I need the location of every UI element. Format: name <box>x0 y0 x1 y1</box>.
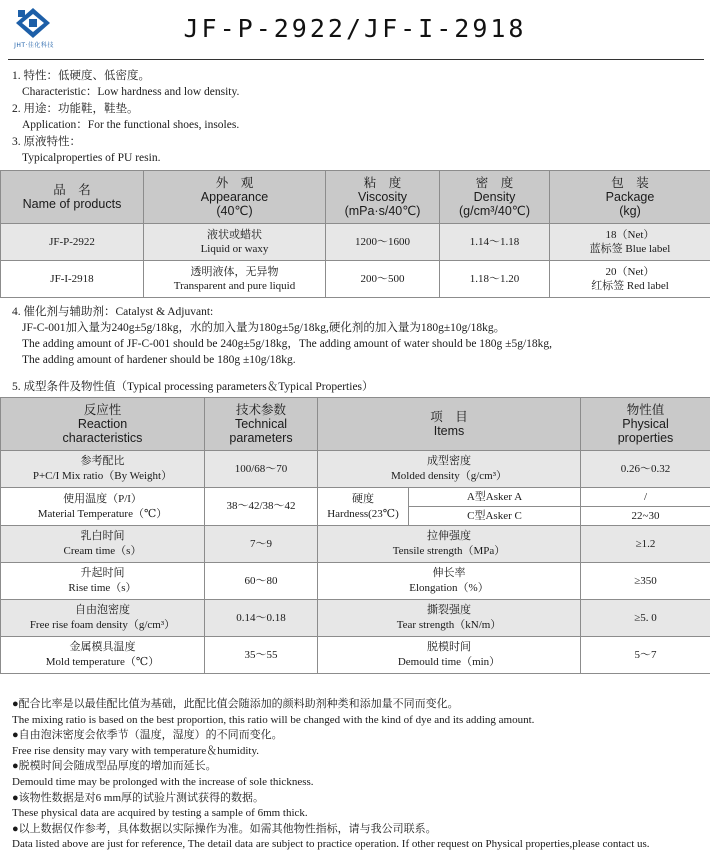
note-line: ●该物性数据是对6 mm厚的试验片测试获得的数据。 <box>12 791 265 804</box>
note-line: ●配合比率是以最佳配比值为基础，此配比值会随添加的颜料助剂种类和添加量不同而变化。 <box>12 698 459 710</box>
note-line: ●以上数据仅作参考，具体数据以实际操作为准。如需其他物性指标，请与我公司联系。 <box>12 822 437 835</box>
table-row <box>1 224 710 261</box>
col-header-appearance: 外 观 Appearance (40℃) <box>144 171 326 224</box>
table-row <box>1 637 710 674</box>
col-header-technical: 技术参数 Technical parameters <box>205 398 318 451</box>
physical-value: ≥350 <box>581 563 710 600</box>
item-cell: 脱模时间 Demould time（min） <box>318 637 581 674</box>
package-value: 18（Net） 蓝标签 Blue label <box>550 224 710 261</box>
appearance-value: 液状或蜡状 Liquid or waxy <box>144 224 326 261</box>
processing-properties-table <box>0 397 710 674</box>
table-row <box>1 526 710 563</box>
package-value: 20（Net） 红标签 Red label <box>550 261 710 298</box>
col-header-reaction: 反应性 Reaction characteristics <box>1 398 205 451</box>
notes <box>12 697 710 853</box>
application-en: Application：For the functional shoes, insoles. <box>22 119 240 131</box>
note-line: Demould time may be prolonged with the increase of sole thickness. <box>12 775 314 788</box>
table-header-row <box>1 398 710 451</box>
resin-properties-cn: 3. 原液特性： <box>12 136 81 148</box>
reaction-cell: 使用温度（P/I） Material Temperature（℃） <box>1 488 205 526</box>
header <box>0 0 710 62</box>
table-row <box>1 451 710 488</box>
application-cn: 2. 用途：功能鞋，鞋垫。 <box>12 103 139 115</box>
resin-properties-en: Typicalproperties of PU resin. <box>22 152 161 164</box>
reaction-cell: 参考配比 P+C/I Mix ratio（By Weight） <box>1 451 205 488</box>
col-header-name: 品 名 Name of products <box>1 171 144 224</box>
item-cell: 拉伸强度 Tensile strength（MPa） <box>318 526 581 563</box>
note-line: ●脱模时间会随成型品厚度的增加而延长。 <box>12 760 217 773</box>
catalyst-line-cn: JF-C-001加入量为240g±5g/18kg，水的加入量为180g±5g/18kg,硬化剂的加入量为180g±10g/18kg。 <box>22 322 506 334</box>
col-header-viscosity: 粘 度 Viscosity (mPa·s/40℃) <box>326 171 440 224</box>
table-row <box>1 488 710 507</box>
technical-cell: 100/68～70 <box>205 451 318 488</box>
characteristic-cn: 1. 特性：低硬度、低密度。 <box>12 70 150 82</box>
logo-text: JHT·佳化科技 <box>14 42 54 49</box>
table-row <box>1 261 710 298</box>
technical-cell: 0.14～0.18 <box>205 600 318 637</box>
physical-value: 5～7 <box>581 637 710 674</box>
hardness-cell: 硬度 Hardness(23℃) <box>318 488 409 526</box>
viscosity-value: 1200～1600 <box>326 224 440 261</box>
asker-a-label: A型Asker A <box>409 488 581 507</box>
catalyst-title: 4. 催化剂与辅助剂：Catalyst & Adjuvant: <box>12 306 214 318</box>
catalyst-line-en2: The adding amount of hardener should be 180g ±10g/18kg. <box>22 354 296 366</box>
viscosity-value: 200～500 <box>326 261 440 298</box>
page-title: JF-P-2922/JF-I-2918 <box>183 14 527 43</box>
product-name: JF-I-2918 <box>1 261 144 298</box>
asker-a-value: / <box>581 488 710 507</box>
density-value: 1.18～1.20 <box>440 261 550 298</box>
characteristic-en: Characteristic：Low hardness and low density. <box>22 86 240 98</box>
reaction-cell: 乳白时间 Cream time（s） <box>1 526 205 563</box>
reaction-cell: 自由泡密度 Free rise foam density（g/cm³） <box>1 600 205 637</box>
technical-cell: 35～55 <box>205 637 318 674</box>
col-header-package: 包 装 Package (kg) <box>550 171 710 224</box>
note-line: Free rise density may vary with temperature＆humidity. <box>12 744 260 757</box>
physical-value: ≥5. 0 <box>581 600 710 637</box>
note-line: ●自由泡沫密度会依季节（温度，湿度）的不同而变化。 <box>12 729 283 742</box>
col-header-density: 密 度 Density (g/cm³/40℃) <box>440 171 550 224</box>
table-row <box>1 563 710 600</box>
physical-value: ≥1.2 <box>581 526 710 563</box>
col-header-items: 项 目 Items <box>318 398 581 451</box>
asker-c-value: 22~30 <box>581 507 710 526</box>
reaction-cell: 金属模具温度 Mold temperature（℃） <box>1 637 205 674</box>
resin-properties-table <box>0 170 710 298</box>
col-header-physical: 物性值 Physical properties <box>581 398 710 451</box>
note-line: Data listed above are just for reference, The detail data are subject to practice operation. If other request on Physical properties,please contact us. <box>12 838 650 851</box>
item-cell: 撕裂强度 Tear strength（kN/m） <box>318 600 581 637</box>
physical-value: 0.26～0.32 <box>581 451 710 488</box>
table-header-row <box>1 171 710 224</box>
catalyst-line-en1: The adding amount of JF-C-001 should be 240g±5g/18kg，The adding amount of water should be 180g ±5g/18kg, <box>22 338 553 350</box>
density-value: 1.14～1.18 <box>440 224 550 261</box>
product-name: JF-P-2922 <box>1 224 144 261</box>
asker-c-label: C型Asker C <box>409 507 581 526</box>
item-cell: 伸长率 Elongation（%） <box>318 563 581 600</box>
appearance-value: 透明液体，无异物 Transparent and pure liquid <box>144 261 326 298</box>
note-line: The mixing ratio is based on the best proportion, this ratio will be changed with the kind of dye and its adding amount. <box>12 713 535 726</box>
processing-title: 5. 成型条件及物性值（Typical processing parameters＆Typical Properties） <box>12 381 374 393</box>
technical-cell: 7～9 <box>205 526 318 563</box>
item-cell: 成型密度 Molded density（g/cm³） <box>318 451 581 488</box>
reaction-cell: 升起时间 Rise time（s） <box>1 563 205 600</box>
title-divider <box>8 59 704 60</box>
note-line: These physical data are acquired by testing a sample of 6mm thick. <box>12 807 308 820</box>
table-row <box>1 600 710 637</box>
technical-cell: 60～80 <box>205 563 318 600</box>
technical-cell: 38～42/38～42 <box>205 488 318 526</box>
